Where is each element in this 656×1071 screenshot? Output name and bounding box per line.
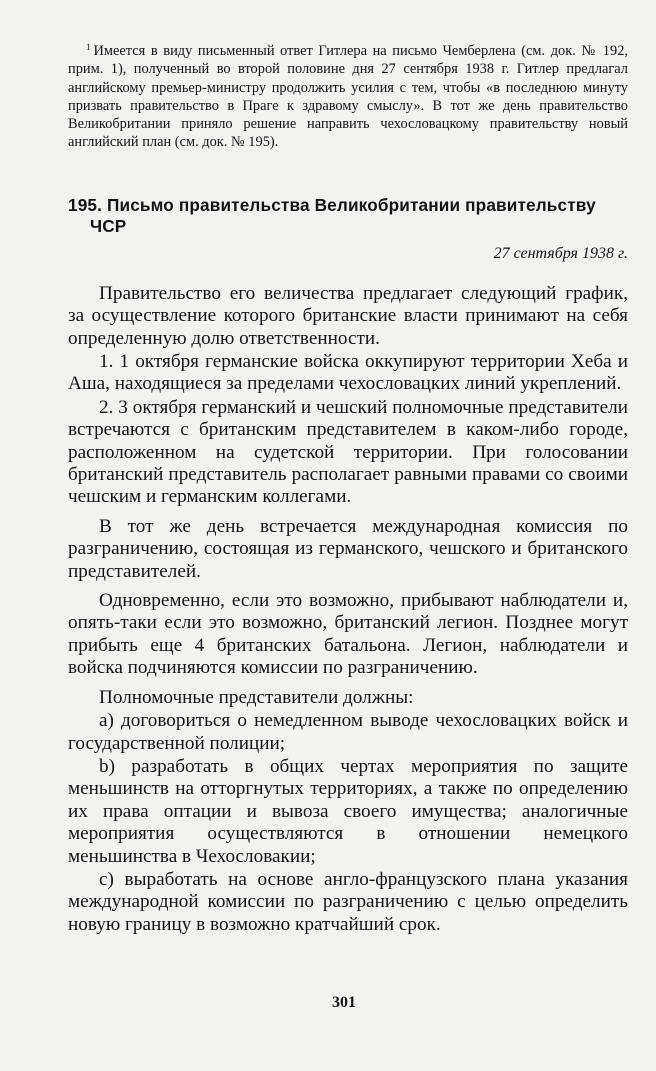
- paragraph: Полномочные представители должны:: [99, 686, 414, 708]
- paragraph: Правительство его величества предлагает следующий график, за осуществление которого британские власти принимают на себя определенную долю ответственности.: [68, 282, 628, 349]
- document-title: 195. Письмо правительства Великобритании правительству ЧСР: [68, 194, 596, 236]
- document-body: [68, 283, 628, 936]
- footnote-marker: 1: [86, 42, 91, 52]
- footnote: [68, 38, 628, 152]
- paragraph: 1. 1 октября германские войска оккупируют территории Хеба и Аша, находящиеся за пределами чехословацких линий укреплений.: [68, 351, 628, 395]
- footnote-text: Имеется в виду письменный ответ Гитлера на письмо Чемберлена (см. док. № 192, прим. 1), полученный во второй половине дня 27 сентября 1938 г. Гитлер предлагал английскому премьер-министру продолжить усилия с тем, чтобы «в последнюю минуту призвать правительство в Праге к здравому смыслу». В тот же день правительство Великобритании приняло решение направить чехословацкому правительству новый английский план (см. док. № 195).: [68, 43, 628, 151]
- paragraph: 2. 3 октября германский и чешский полномочные представители встречаются с британским представителем в каком-либо городе, расположенном на судетской территории. При голосовании британский представитель располагает равными правами со своими чешским и германским коллегами.: [68, 396, 628, 508]
- list-item: a) договориться о немедленном выводе чехословацких войск и государственной полиции;: [68, 710, 628, 754]
- paragraph: В тот же день встречается международная комиссия по разграничению, состоящая из германского, чешского и британского представителей.: [68, 515, 628, 582]
- list-item: b) разработать в общих чертах мероприятия по защите меньшинств на отторгнутых территориях, а также по определению их права оптации и вывоза своего имущества; аналогичные мероприятия осуществляются в отношении немецкого меньшинства в Чехословакии;: [68, 755, 628, 867]
- list-item: c) выработать на основе англо-французского плана указания международной комиссии по разграничению с целью определить новую границу в возможно кратчайший срок.: [68, 868, 628, 935]
- page-number: 301: [332, 994, 356, 1011]
- paragraph: Одновременно, если это возможно, прибывают наблюдатели и, опять-таки если это возможно, британский легион. Позднее могут прибыть еще 4 британских батальона. Легион, наблюдатели и войска подчиняются комиссии по разграничению.: [68, 590, 628, 679]
- document-date: 27 сентября 1938 г.: [493, 244, 628, 262]
